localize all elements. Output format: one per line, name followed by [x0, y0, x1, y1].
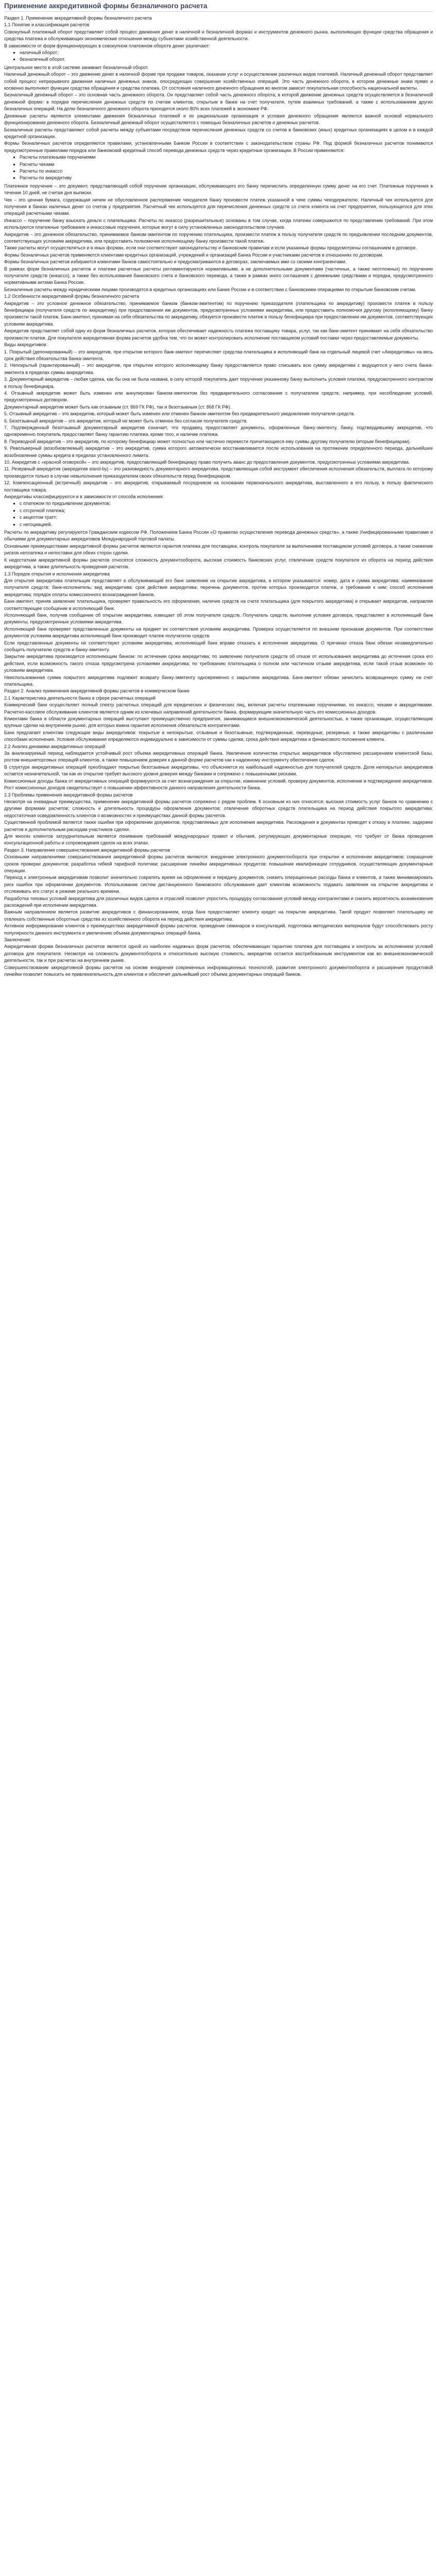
- paragraph: Расчеты по аккредитиву регулируются Гражданским кодексом РФ, Положением Банка России «О правилах осуществления перевода денежных средств», а также Унифицированными правилами и обычаями для документарных аккредитивов Международной торговой палаты.: [4, 530, 433, 542]
- paragraph: В зависимости от форм функционирующих в совокупном платежном обороте денег различают:: [4, 43, 211, 48]
- paragraph: Виды аккредитивов:: [4, 342, 48, 348]
- paragraph: Активное информирование клиентов о преимуществах аккредитивной формы расчетов, проведение семинаров и консультаций, подготовка методических материалов будут способствовать росту популярности данного инструмента и увеличению объема документарных операций банка.: [4, 923, 433, 936]
- paragraph: 1.1 Понятие и классификация расчетов: [4, 22, 90, 28]
- list-item: ▪ наличный оборот;: [20, 49, 433, 56]
- bullet-list: [4, 500, 433, 528]
- paragraph: 1.3 Порядок открытия и исполнения аккредитива: [4, 571, 110, 577]
- paragraph: Совокупный платежный оборот представляет собой процесс движения денег в наличной и безналичной формах и инструментов денежного рынка, выполняющих функции средства обращения и средства платежа и обслуживающих экономические отношения между субъектами хозяйственной деятельности.: [4, 29, 433, 42]
- page: [0, 0, 436, 988]
- paragraph: Банк-эмитент, приняв заявление плательщика, проверяет правильность его оформления, наличие средств на счете плательщика (для покрытого аккредитива) и открывает аккредитив, направляя соответствующее сообщение в исполняющий банк.: [4, 599, 433, 611]
- paragraph: К недостаткам аккредитивной формы расчетов относятся сложность документооборота, высокая стоимость банковских услуг, отвлечение средств покупателя из оборота на период действия аккредитива, а также длительность проведения расчетов.: [4, 557, 433, 570]
- paragraph: Неиспользованная сумма покрытого аккредитива подлежит возврату банку-эмитенту одновременно с закрытием аккредитива. Банк-эмитент обязан зачислить возвращенную сумму на счет плательщика.: [4, 674, 433, 687]
- paragraph: Наличный денежный оборот – это движение денег в наличной форме при продаже товаров, оказании услуг и осуществлении различных видов платежей. Наличный денежный оборот представляет собой процесс непрерывного движения наличных денежных знаков, опосредующих совершение хозяйственных операций. Это часть денежного оборота, в котором денежные знаки прямо и косвенно выполняют функции средства обращения и средства платежа. От состояния наличного денежного обращения во многом зависит покупательная способность национальной валюты.: [4, 72, 433, 91]
- paragraph: Платежное поручение – это документ, представляющий собой поручение организации, обслуживающего его банку перечислить определенную сумму денег на его счет. Платежные поручения в течение 10 дней, не считая дня выписки.: [4, 183, 433, 196]
- paragraph: Клиентами банка в области документарных операций выступают преимущественно предприятия, занимающиеся внешнеэкономической деятельностью, а также организации, осуществляющие крупные сделки на внутреннем рынке, для которых важна гарантия исполнения обязательств контрагентами.: [4, 716, 433, 728]
- list-item: ▪ с отсрочкой платежа;: [20, 507, 433, 514]
- paragraph: Несмотря на очевидные преимущества, применение аккредитивной формы расчетов сопряжено с рядом проблем. К основным из них относятся: высокая стоимость услуг банков по сравнению с другими формами расчетов; сложность и длительность процедуры оформления документов; отвлечение оборотных средств плательщика на период действия покрытого аккредитива; недостаточная осведомленность клиентов о возможностях и преимуществах данной формы расчетов.: [4, 799, 433, 818]
- paragraph: Существенной проблемой является также ошибки при оформлении документов, представляемых для исполнения аккредитива. Расхождения в документах приводят к отказу в платеже, задержке расчетов и дополнительным расходам участников сделки.: [4, 820, 433, 832]
- paragraph: Формы безналичных расчетов избираются клиентами банков самостоятельно и предусматриваются в договорах, заключаемых ими со своими контрагентами.: [4, 259, 347, 265]
- paragraph: 12. Компенсационный (встречный) аккредитив – это аккредитив, открываемый посредником на основании первоначального аккредитива, выставленного в его пользу, в пользу фактического поставщика товара.: [4, 480, 433, 493]
- paragraph: Исполняющий банк проверяет представленные документы на предмет их соответствия условиям аккредитива. Проверка осуществляется по внешним признакам документов. При соответствии документов условиям аккредитива исполняющий банк производит платеж получателю средств.: [4, 626, 433, 639]
- paragraph: Закрытие аккредитива производится исполняющим банком: по истечении срока аккредитива; по заявлению получателя средств об отказе от использования аккредитива до истечения срока его действия, если возможность такого отказа предусмотрена условиями аккредитива; по требованию плательщика о полном или частичном отзыве аккредитива, если такой отзыв возможен по условиям аккредитива.: [4, 654, 433, 673]
- paragraph: Совершенствование аккредитивной формы расчетов на основе внедрения современных информационных технологий, развития электронного документооборота и расширения продуктовой линейки позволит повысить ее привлекательность для клиентов и обеспечит дальнейший рост объема документарных операций банков.: [4, 964, 433, 977]
- paragraph: 2.2 Анализ динамики аккредитивных операций: [4, 743, 106, 749]
- paragraph: 3. Документарный аккредитив – любая сделка, как бы она ни была названа, в силу которой покупатель дает поручение указанному банку выполнить условия платежа, предусмотренного контрактом в пользу бенефициара.: [4, 377, 433, 389]
- paragraph: 1. Покрытый (депонированный) – это аккредитив, при открытии которого банк-эмитент перечисляет средства плательщика в исполняющий банк на отдельный лицевой счет «Аккредитивы» на весь срок действия обязательства банка-эмитента.: [4, 349, 433, 361]
- paragraph: Аккредитив – это денежное обязательство, принимаемое банком-эмитентом по поручению плательщика, произвести платеж в пользу получателя средств по предъявлении последним документов, соответствующих условиям аккредитива, или предоставить полномочия исполняющему банку произвести такой платеж.: [4, 231, 433, 244]
- paragraph: Если представленные документы не соответствуют условиям аккредитива, исполняющий банк вправе отказать в исполнении аккредитива. О причинах отказа банк обязан незамедлительно сообщить получателю средств и банку-эмитенту.: [4, 640, 433, 652]
- paragraph: 11. Резервный аккредитив (аккредитив stand-by) – это разновидность документарного аккредитива, представляющая собой инструмент обеспечения исполнения обязательств, выплата по которому производится только в случае невыполнения приказодателем своих обязательств перед бенефициаром.: [4, 466, 433, 479]
- paragraph: Центральное место в этой системе занимает безналичный оборот.: [4, 64, 149, 70]
- paragraph: Формы безналичных расчетов определяются правилами, установленными Банком России в соответствии с законодательством страны РФ. Под формой безналичных расчетов понимаются предусмотренные правилами порядок или банковский кредитный способ перевода денежных средств через кредитные организации. В России применяются:: [4, 141, 433, 153]
- paragraph: Безналичные расчеты представляют собой расчеты между субъектами посредством перечисления денежных средств со счетов в банковских (иных) кредитных организациях в целом и в каждой кредитной организации.: [4, 127, 433, 139]
- paragraph: В рамках форм безналичных расчетов и платежи расчетные расчеты регламентируются нормативными, а не дополнительными документами (частичных, а также неотложных) по поручению получателя средств (инкассо), а также без использования банковского счета и банковского перевода, а также в рамках иного соглашения с денежными средствами и порядка, предусмотренного нормативными актами Банка России.: [4, 266, 433, 285]
- paragraph: Безналичный денежный оборот – это основная часть денежного оборота. Он представляет собой часть денежного оборота, в которой движение денежных средств осуществляется в безналичной денежной форме: в порядке перечисления денежных средств по счетам клиентов, открытым в банке на счет получателя, путем взаимных требований, а также с использованием других безналичных операций. На долю безналичного денежного оборота приходится около 80% всех платежей в экономике РФ.: [4, 92, 433, 112]
- paragraph: Для многих клиентов затруднительным является понимание требований международных правил и обычаев, регулирующих документарные операции, что требует от банка проведения консультационной работы и сопровождения сделок на всех этапах.: [4, 833, 433, 846]
- paragraph: Банк предлагает клиентам следующие виды аккредитивов: покрытые и непокрытые, отзывные и безотзывные, подтвержденные, переводные, резервные, а также аккредитивы с различными способами исполнения. Условия обслуживания определяются индивидуально в зависимости от суммы сделки, срока действия аккредитива и финансового положения клиента.: [4, 730, 433, 742]
- document-body: [4, 15, 433, 978]
- paragraph: 2.3 Проблемы применения аккредитивной формы расчетов: [4, 792, 133, 798]
- page-title: Применение аккредитивной формы безналичного расчета: [4, 2, 433, 12]
- paragraph: Раздел 2. Анализ применения аккредитивной формы расчетов в коммерческом банке: [4, 688, 190, 694]
- list-item: ▪ с платежом по предъявлении документов;: [20, 500, 433, 507]
- list-item: ▪ Расчеты по инкассо: [20, 168, 433, 175]
- paragraph: 5. Отзывный аккредитив – это аккредитив, который может быть изменен или отменен банком-эмитентом без предварительного уведомления получателя средств.: [4, 411, 355, 417]
- paragraph: Также расчеты могут осуществляться и в иных формах, если они соответствуют законодательству и банковским правилам и если указанные формы предусмотрены соглашением в договоре.: [4, 245, 417, 251]
- paragraph: Для открытия аккредитива плательщик представляет в обслуживающий его банк заявление на открытие аккредитива, в котором указываются: номер, дата и сумма аккредитива; наименование получателя средств; банк-исполнитель; вид аккредитива; срок действия аккредитива; перечень документов, против которых производится платеж, и требования к ним; способ исполнения аккредитива; порядок оплаты комиссионного вознаграждения банков.: [4, 578, 433, 597]
- paragraph: Раздел 1. Применение аккредитивной формы безналичного расчета: [4, 15, 152, 21]
- paragraph: Формы безналичных расчетов применяются клиентами кредитных организаций, учреждений и организаций Банка России и участниками расчетов в отношениях по договорам.: [4, 252, 383, 258]
- paragraph: Разработка типовых условий аккредитива для различных видов сделок и отраслей позволит упростить процедуру согласования условий между контрагентами и снизить вероятность возникновения расхождений при исполнении аккредитива.: [4, 895, 433, 908]
- paragraph: В структуре аккредитивных операций преобладают покрытые безотзывные аккредитивы, что объясняется их наибольшей надежностью для получателей средств. Доля непокрытых аккредитивов остается незначительной, так как их открытие требует высокого уровня доверия между банками и сопряжено с повышенными рисками.: [4, 764, 433, 777]
- paragraph: Аккредитивы классифицируются и в зависимости от способа исполнения:: [4, 494, 164, 500]
- list-item: ▪ Расчеты чеками: [20, 161, 433, 168]
- paragraph: Аккредитив представляет собой одну из форм безналичных расчетов, которая обеспечивает надежность платежа поставщику товара, услуг, так как банк-эмитент принимает на себя обязательство произвести платеж. Для покупателя аккредитивная форма расчетов удобна тем, что он может контролировать исполнение поставщиком условий поставки через предоставляемые документы.: [4, 328, 433, 341]
- paragraph: 1.2 Особенности аккредитивной формы безналичного расчета: [4, 294, 139, 299]
- paragraph: Важным направлением является развитие аккредитивов с финансированием, когда банк предоставляет клиенту кредит на покрытие аккредитива. Такой продукт позволяет плательщику не отвлекать собственные оборотные средства из хозяйственного оборота на период действия аккредитива.: [4, 909, 433, 922]
- bullet-list: [4, 49, 433, 63]
- paragraph: Документарный аккредитив может быть как отзывным (ст. 869 ГК РФ), так и безотзывным (ст. 868 ГК РФ).: [4, 404, 232, 410]
- paragraph: Чек – это ценная бумага, содержащая ничем не обусловленное распоряжение чекодателя банку произвести платеж указанной в чеке суммы чекодержателю. Наличный чек используется для получения в банках наличных денег со счетов у предприятия. Расчетный чек используется для перечисления денежных средств со счета клиента на счет предприятия, пользующегося для этих операций расчетными чеками.: [4, 197, 433, 216]
- paragraph: 9. Револьверный (возобновляемый) аккредитив – это аккредитив, сумма которого автоматически восстанавливается после использования на протяжении определенного периода, дальнейшее возобновление суммы кредита в пределах установленного лимита.: [4, 446, 433, 458]
- paragraph: Безналичные расчеты между юридическими лицами производятся в кредитных организациях или Банке России и в соответствии с банковскими операциями по открытым банковским счетам.: [4, 286, 416, 292]
- paragraph: Переход к электронным аккредитивам позволит значительно сократить время на оформление и передачу документов, снизить операционные расходы банка и клиентов, а также минимизировать риск ошибок при оформлении документов. Использование систем дистанционного банковского обслуживания дает клиентам возможность подавать заявления на открытие аккредитива и отслеживать его статус в режиме реального времени.: [4, 875, 433, 894]
- paragraph: Исполняющий банк, получив сообщение об открытии аккредитива, извещает об этом получателя средств. Получатель средств, выполнив условия договора, представляет в исполняющий банк документы, предусмотренные условиями аккредитива.: [4, 612, 433, 625]
- paragraph: Аккредитивная форма безналичных расчетов является одной из наиболее надежных форм расчетов, обеспечивающих гарантию платежа для поставщика и контроль за исполнением условий договора для покупателя. Несмотря на сложность документооборота и относительно высокую стоимость, аккредитив остается востребованным инструментом как во внешнеэкономической деятельности, так и при расчетах на внутреннем рынке.: [4, 944, 433, 963]
- paragraph: Инкассо – поручение банку взыскать деньги с плательщика. Расчеты по инкассо (разрешительные) основаны в том случае, когда платежи совершаются по представлении требований. При этом используются платежные требования и инкассовые поручения, которые могут в силу установленных законодательством случаев.: [4, 217, 433, 230]
- paragraph: 7. Подтвержденный безотзывный документарный аккредитив означает, что продавец предоставляет документы, оформленные банку-эмитенту, банку, подтвердившему аккредитив, что одновременно покупатель предоставляет банку гарантию платежа, кроме того, и наличие платежа.: [4, 425, 433, 437]
- paragraph: Денежные расчеты являются элементами движения безналичных платежей и их рациональная организация и условия денежного обращения являются важной основой нормального функционирования денежного оборота. Безналичный денежный оборот осуществляется с помощью безналичных расчетов и денежных расчетов.: [4, 113, 433, 126]
- list-item: ▪ с акцептом тратт;: [20, 514, 433, 521]
- list-item: ▪ Расчеты по аккредитиву: [20, 175, 433, 181]
- paragraph: Основными преимуществами аккредитивной формы расчетов являются гарантия платежа для поставщика, контроль покупателя за выполнением поставщиком условий договора, а также снижение рисков неплатежа и непоставки для обеих сторон сделки.: [4, 543, 433, 556]
- paragraph: Аккредитив – это условное денежное обязательство, принимаемое банком (банком-эмитентом) по поручению приказодателя (плательщика по аккредитиву) произвести платеж в пользу бенефициара (получателя средств по аккредитиву) при предоставлении им документов, предусмотренных условиями аккредитива, или предоставить полномочия другому (исполняющему) банку произвести такой платеж. Банк-эмитент, принимая на себя обязательства по аккредитиву, обязуется произвести платеж в пользу бенефициара при предоставлении им документов, соответствующих условиям аккредитива.: [4, 300, 433, 327]
- paragraph: Раздел 3. Направления совершенствования аккредитивной формы расчетов: [4, 847, 170, 853]
- list-item: ▪ безналичный оборот.: [20, 56, 433, 63]
- paragraph: За анализируемый период наблюдается устойчивый рост объема аккредитивных операций банка. Увеличение количества открытых аккредитивов обусловлено расширением клиентской базы, ростом внешнеторговых операций клиентов, а также повышением доверия к данной форме расчетов как к надежному инструменту обеспечения сделок.: [4, 751, 433, 763]
- bullet-list: [4, 154, 433, 182]
- paragraph: Коммерческий банк осуществляет полный спектр расчетных операций для юридических и физических лиц, включая расчеты платежными поручениями, по инкассо, чеками и аккредитивами. Расчетно-кассовое обслуживание клиентов является одним из ключевых направлений деятельности банка, формирующим значительную часть его комиссионных доходов.: [4, 702, 433, 715]
- paragraph: 8. Переводной аккредитив – это аккредитив, по которому бенефициар может полностью или частично перевести причитающиеся ему суммы другому получателю (вторым бенефициарам).: [4, 438, 411, 444]
- paragraph: Заключение: [4, 937, 30, 943]
- paragraph: 4. Отзывный аккредитив может быть изменен или аннулирован банком-эмитентом без предварительного согласования с получателем средств, например, при несоблюдении условий, предусмотренных договором.: [4, 390, 433, 403]
- paragraph: 10. Аккредитив с «красной оговоркой» – это аккредитив, предоставляющий бенефициару право получить аванс до предоставления документов, предусмотренных условиями аккредитива.: [4, 460, 410, 465]
- paragraph: Основными направлениями совершенствования аккредитивной формы расчетов являются: внедрение электронного документооборота при открытии и исполнении аккредитивов; сокращение сроков проверки документов; разработка гибкой тарифной политики; расширение линейки аккредитивных продуктов; повышение квалификации сотрудников, осуществляющих документарные операции.: [4, 854, 433, 873]
- paragraph: 6. Безотзывный аккредитив – это аккредитив, который не может быть отменен без согласия получателя средств.: [4, 418, 248, 423]
- list-item: ▪ с негоциацией.: [20, 521, 433, 528]
- paragraph: Комиссионные доходы банка от аккредитивных операций формируются за счет вознаграждения за открытие, изменение условий, проверку документов, исполнение и подтверждение аккредитивов. Рост комиссионных доходов свидетельствует о повышении эффективности данного направления деятельности банка.: [4, 778, 433, 791]
- paragraph: 2. Непокрытый (гарантированный) – это аккредитив, при открытии которого исполняющему банку предоставляется право списывать всю сумму аккредитива с ведущегося у него счета банка-эмитента в пределах суммы аккредитива.: [4, 363, 433, 375]
- paragraph: 2.1 Характеристика деятельности банка в сфере расчетных операций: [4, 695, 156, 701]
- list-item: ▪ Расчеты платежными поручениями: [20, 154, 433, 161]
